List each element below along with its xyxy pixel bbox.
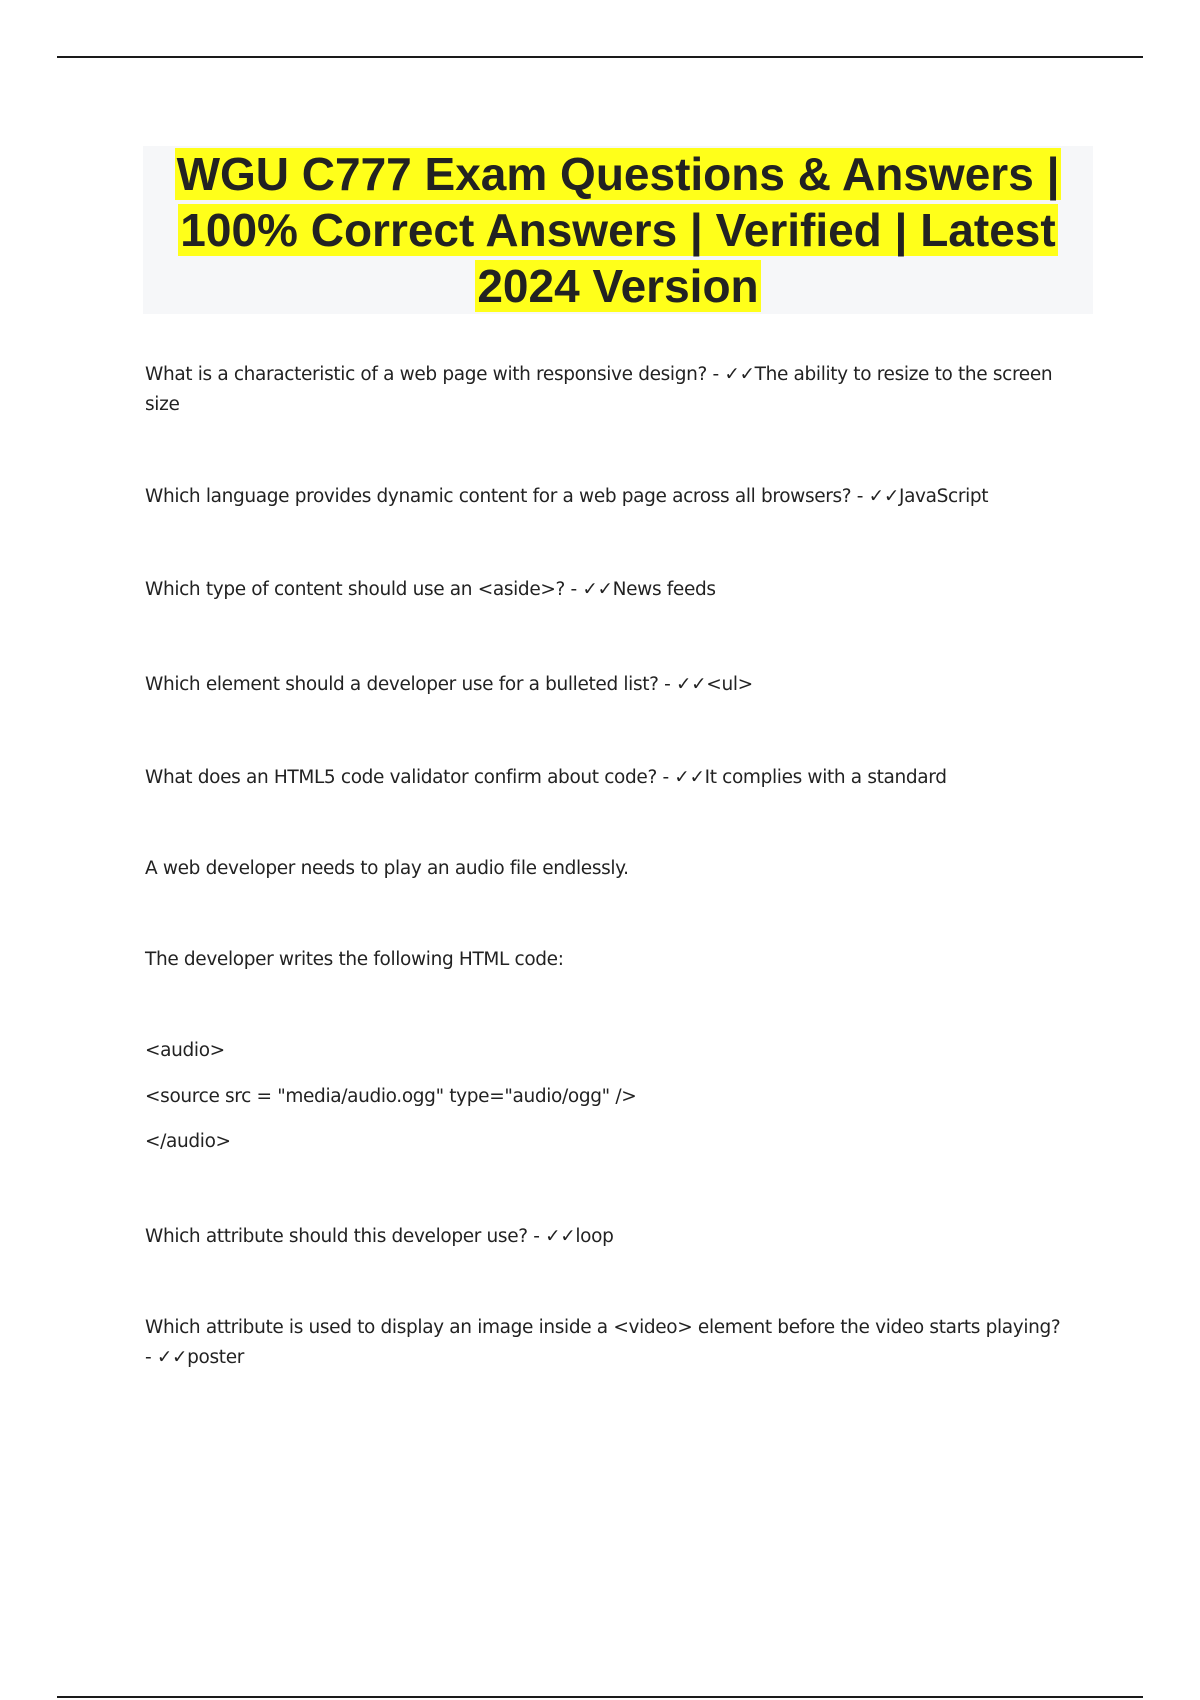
header-rule — [57, 56, 1143, 58]
qa-audio-scenario: A web developer needs to play an audio file endlessly. — [145, 858, 629, 879]
document-title — [143, 146, 1093, 314]
qa-audio-attribute: Which attribute should this developer use? - ✓✓loop — [145, 1226, 614, 1247]
footer-rule — [57, 1696, 1143, 1698]
title-highlight: WGU C777 Exam Questions & Answers | 100% Correct Answers | Verified | Latest 2024 Version — [176, 148, 1060, 312]
code-line-audio-close: </audio> — [145, 1131, 231, 1152]
qa-aside-content: Which type of content should use an <aside>? - ✓✓News feeds — [145, 579, 716, 600]
qa-responsive-design: What is a characteristic of a web page with responsive design? - ✓✓The ability to resize to the screen size — [145, 364, 1053, 415]
title-block — [143, 146, 1093, 314]
qa-audio-code-intro: The developer writes the following HTML code: — [145, 949, 564, 970]
qa-dynamic-content: Which language provides dynamic content for a web page across all browsers? - ✓✓JavaScript — [145, 486, 989, 507]
qa-bulleted-list: Which element should a developer use for a bulleted list? - ✓✓<ul> — [145, 674, 753, 695]
qa-html5-validator: What does an HTML5 code validator confirm about code? - ✓✓It complies with a standard — [145, 767, 947, 788]
qa-video-poster: Which attribute is used to display an image inside a <video> element before the video starts playing? - ✓✓poster — [145, 1317, 1061, 1368]
code-line-source: <source src = "media/audio.ogg" type="audio/ogg" /> — [145, 1086, 637, 1107]
code-line-audio-open: <audio> — [145, 1040, 225, 1061]
